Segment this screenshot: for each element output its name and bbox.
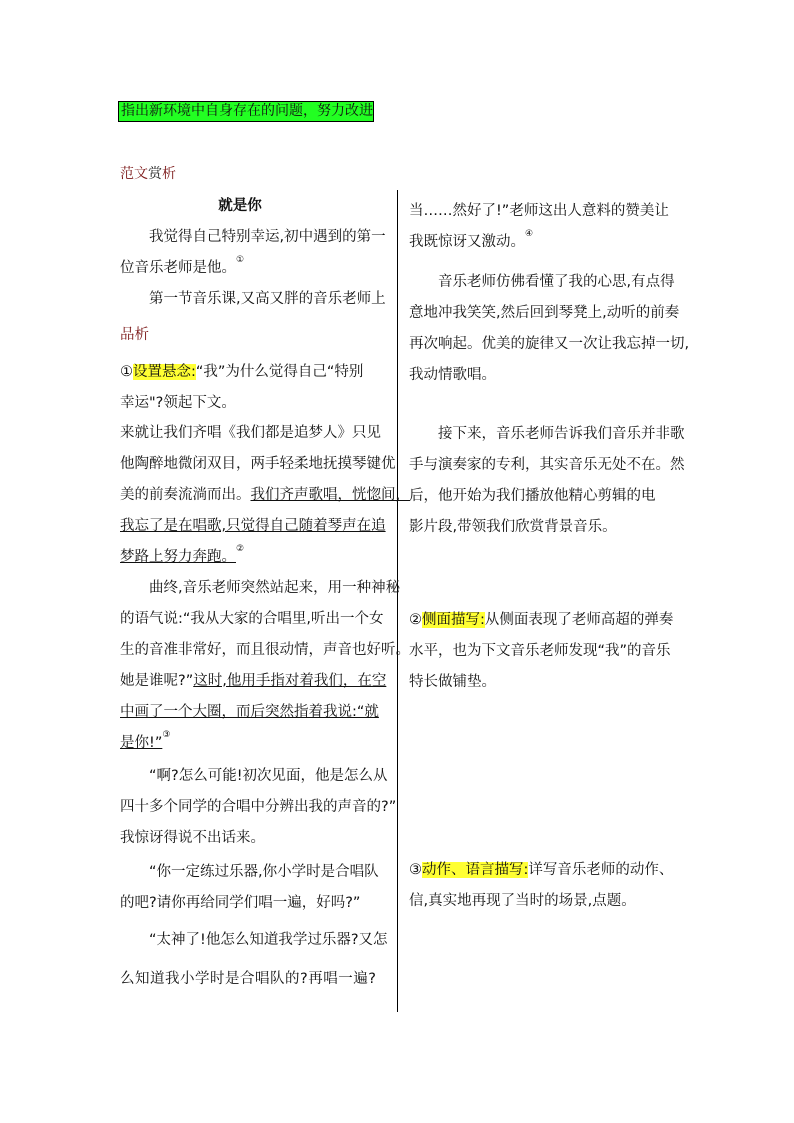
essay-line: 当……然好了!”老师这出人意料的赞美让 [409, 203, 669, 219]
essay-line: 四十多个同学的合唱中分辨出我的声音的?” [120, 799, 397, 815]
analysis-line [409, 605, 681, 636]
essay-line: 我惊讶得说不出话来。 [120, 830, 265, 846]
underlined-text: 是你!” [120, 735, 163, 751]
underlined-text: 这时,他用手指对着我们，在空 [193, 673, 387, 689]
underlined-text: 我们齐声歌唱，恍惚间， [250, 487, 410, 503]
highlighted-objective-banner: 指出新环境中自身存在的问题，努力改进 [118, 101, 374, 122]
section-heading-part2: 赏 [148, 166, 162, 182]
note-marker: ② [236, 544, 245, 554]
essay-line: 来就让我们齐唱《我们都是追梦人》只见 [120, 425, 381, 441]
essay-title: 就是你 [218, 198, 262, 214]
essay-line: 再次响起。优美的旋律又一次让我忘掉一切, [409, 336, 690, 352]
technique-label: 侧面描写: [422, 612, 485, 628]
section-heading-part3: 析 [162, 166, 176, 182]
essay-paragraph-4 [120, 573, 410, 759]
note-text: “我”为什么觉得自己“特别 [195, 364, 364, 380]
essay-paragraph-5 [120, 761, 397, 854]
analysis-note-1-line: 幸运"?领起下文。 [120, 395, 236, 411]
essay-line: 意地冲我笑笑,然后回到琴凳上,动听的前奏 [409, 305, 680, 321]
section-heading-part1: 范文 [120, 166, 148, 182]
note-marker: ① [236, 255, 245, 265]
essay-line: 第一节音乐课,又高又胖的音乐老师上 [149, 291, 386, 307]
analysis-line [409, 855, 681, 886]
essay-line: “太神了!他怎么知道我学过乐器?又怎 [149, 932, 388, 948]
essay-line [120, 542, 388, 573]
essay-line: 我觉得自己特别幸运,初中遇到的第一 [149, 229, 386, 245]
essay-line: 么知道我小学时是合唱队的?再唱一遍? [120, 971, 377, 987]
essay-line: 的吧?请你再给同学们唱一遍，好吗?” [120, 895, 361, 911]
essay-line [120, 728, 388, 759]
analysis-heading: 品析 [120, 327, 149, 343]
essay-line [120, 666, 388, 697]
essay-line: 影片段,带领我们欣赏背景音乐。 [409, 519, 617, 535]
essay-line: 手与演奏家的专利，其实音乐无处不在。然 [409, 457, 685, 473]
essay-continued [120, 357, 388, 419]
analysis-note-2 [409, 605, 681, 698]
note-number: ② [409, 612, 422, 628]
note-text: 详写音乐老师的动作、 [528, 862, 674, 878]
essay-intro [120, 222, 388, 315]
essay-line: 音乐老师仿佛看懂了我的心思,有点得 [438, 274, 675, 290]
analysis-note-3 [409, 855, 681, 917]
underlined-line: 中画了一个大圈，而后突然指着我说:“就 [120, 704, 379, 720]
essay-text: 位音乐老师是他。 [120, 260, 236, 276]
analysis-line: 水平，也为下文音乐老师发现“我”的音乐 [409, 643, 671, 659]
analysis-line: 信,真实地再现了当时的场景,点题。 [409, 893, 636, 909]
underlined-line: 我忘了是在唱歌,只觉得自己随着琴声在追 [120, 518, 386, 534]
note-number: ③ [409, 862, 422, 878]
essay-line: 后，他开始为我们播放他精心剪辑的电 [409, 488, 656, 504]
essay-line [409, 227, 681, 258]
essay-text: 我既惊讶又激动。 [409, 234, 525, 250]
essay-line [120, 253, 388, 284]
essay-text: 她是谁呢?” [120, 673, 194, 689]
technique-label: 动作、语言描写: [422, 862, 529, 878]
essay-paragraph-3 [120, 418, 410, 573]
essay-line: 的语气说:“我从大家的合唱里,听出一个女 [120, 611, 384, 627]
analysis-line: 特长做铺垫。 [409, 674, 496, 690]
essay-right-paragraph-3 [409, 419, 685, 543]
technique-label: 设置悬念: [133, 364, 196, 380]
note-marker: ③ [162, 730, 171, 740]
essay-line: 生的音准非常好，而且很动情，声音也好听。 [120, 642, 410, 658]
section-heading [120, 164, 176, 184]
essay-line: 接下来，音乐老师告诉我们音乐并非歌 [438, 426, 685, 442]
essay-line: “你一定练过乐器,你小学时是合唱队 [149, 864, 379, 880]
underlined-text: 梦路上努力奔跑。 [120, 549, 236, 565]
essay-paragraph-7 [120, 925, 388, 995]
essay-line [120, 480, 410, 511]
essay-line: 曲终,音乐老师突然站起来，用一种神秘 [149, 580, 401, 596]
note-number: ① [120, 364, 133, 380]
essay-line: 他陶醉地微闭双目，两手轻柔地抚摸琴键优 [120, 456, 396, 472]
essay-right-paragraph-2 [409, 267, 690, 391]
analysis-note-1 [120, 357, 388, 388]
essay-line: “啊?怎么可能!初次见面，他是怎么从 [149, 768, 388, 784]
essay-text: 美的前奏流淌而出。 [120, 487, 251, 503]
note-marker: ④ [525, 229, 534, 239]
note-text: 从侧面表现了老师高超的弹奏 [484, 612, 674, 628]
essay-right-paragraph-1 [409, 196, 681, 258]
essay-paragraph-6 [120, 857, 388, 919]
essay-line: 我动情歌唱。 [409, 367, 496, 383]
